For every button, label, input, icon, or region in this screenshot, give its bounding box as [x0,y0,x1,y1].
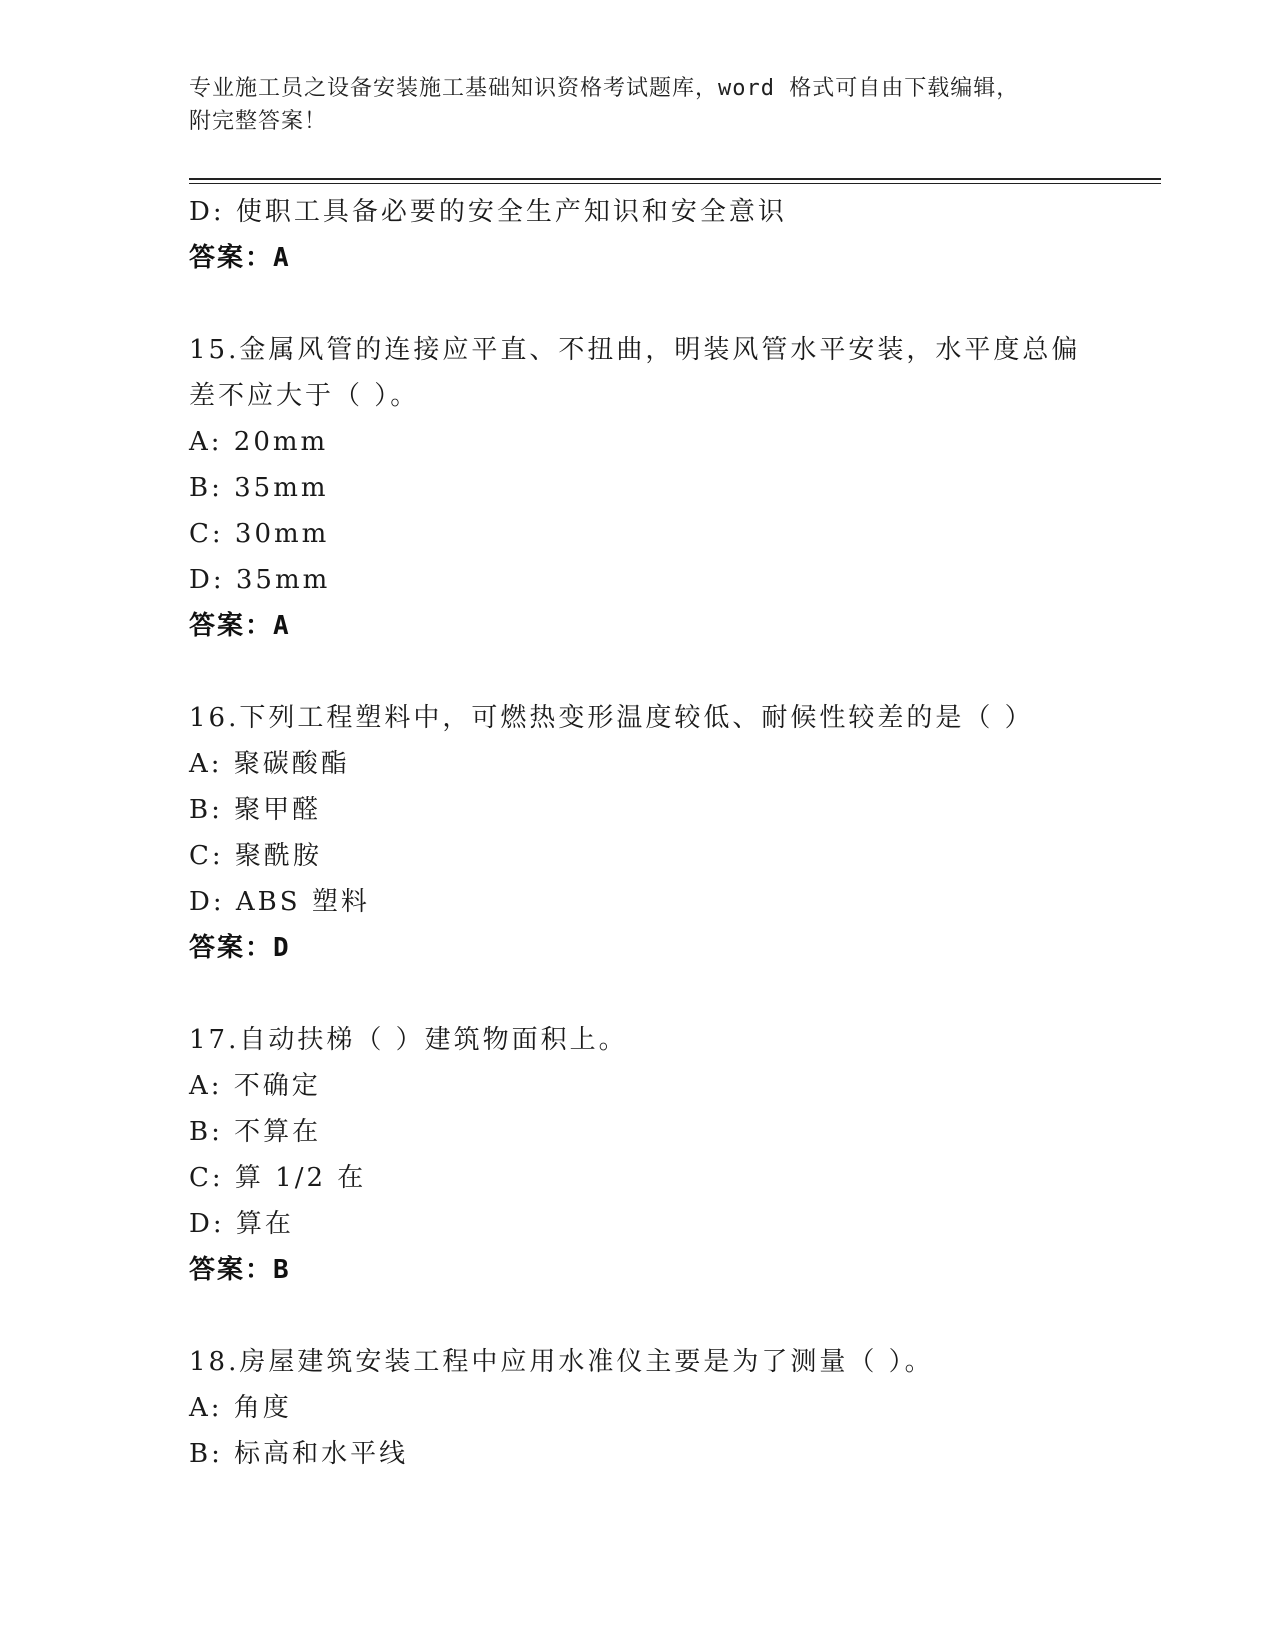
spacer [189,971,1089,1017]
question-17 [189,1017,1089,1293]
header-divider-thin [189,183,1161,184]
spacer [189,1293,1089,1339]
option-a: A: 聚碳酸酯 [189,749,350,779]
answer-line: 答案：A [189,243,291,273]
option-b: B: 标高和水平线 [189,1439,409,1469]
option-b: B: 聚甲醛 [189,795,322,825]
header-divider-thick [189,178,1161,180]
question-stem-line-1: 17.自动扶梯（ ）建筑物面积上。 [189,1025,628,1055]
spacer [189,281,1089,327]
document-header [189,72,1089,138]
answer-line: 答案：A [189,611,291,641]
question-stem-line-1: 16.下列工程塑料中，可燃热变形温度较低、耐候性较差的是（ ） [189,703,1034,733]
answer-line: 答案：D [189,933,291,963]
option-a: A: 不确定 [189,1071,321,1101]
option-c: C: 30mm [189,519,330,549]
header-line-2: 附完整答案！ [189,109,328,134]
option-b: B: 35mm [189,473,329,503]
answer-line: 答案：B [189,1255,291,1285]
question-15 [189,327,1089,649]
header-line-1: 专业施工员之设备安装施工基础知识资格考试题库，word 格式可自由下载编辑， [189,76,1020,101]
spacer [189,649,1089,695]
option-a: A: 20mm [189,427,329,457]
question-18 [189,1339,1089,1477]
option-c: C: 聚酰胺 [189,841,322,871]
question-prev [189,189,1089,281]
question-16 [189,695,1089,971]
option-a: A: 角度 [189,1393,292,1423]
option-d: D: ABS 塑料 [189,887,370,917]
question-list [189,189,1089,1477]
question-stem-line-1: 15.金属风管的连接应平直、不扭曲，明装风管水平安装，水平度总偏 [189,335,1081,365]
option-d: D: 算在 [189,1209,294,1239]
option-b: B: 不算在 [189,1117,322,1147]
option-d: D: 35mm [189,565,331,595]
question-stem-line-2: 差不应大于（ ）。 [189,381,420,411]
question-stem-line-1: 18.房屋建筑安装工程中应用水准仪主要是为了测量（ ）。 [189,1347,934,1377]
option-c: C: 算 1/2 在 [189,1163,367,1193]
option-d: D: 使职工具备必要的安全生产知识和安全意识 [189,197,787,227]
